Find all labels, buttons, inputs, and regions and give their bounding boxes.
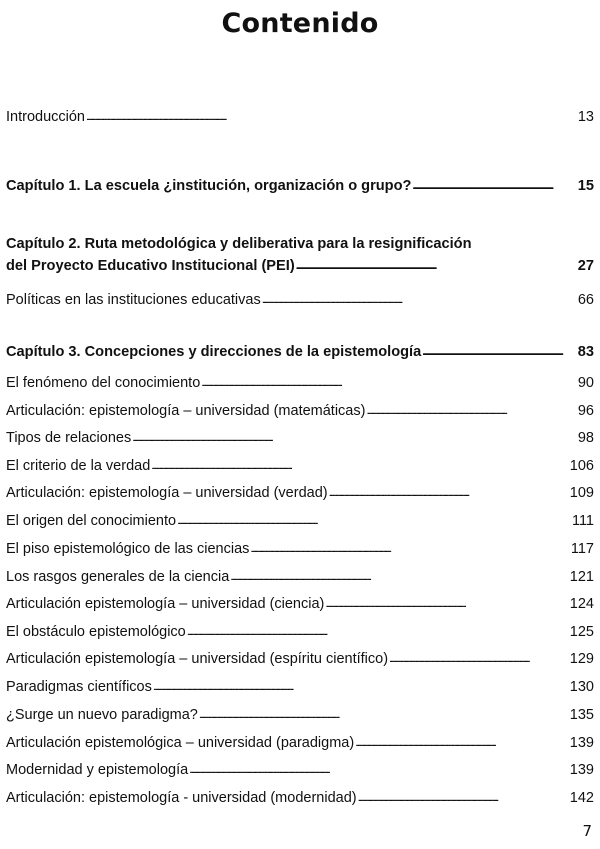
toc-entry [6, 732, 594, 754]
toc-entry-page: 130 [569, 679, 594, 695]
dot-leader [199, 703, 569, 726]
toc-entry-page: 66 [577, 292, 594, 308]
toc-entry-page: 106 [569, 458, 594, 474]
toc-entry [6, 482, 594, 504]
toc-entry [6, 455, 594, 477]
toc-entry [6, 400, 594, 422]
dot-leader [250, 537, 569, 560]
toc-entry-label: Introducción [6, 109, 85, 125]
toc-entry-label: Articulación: epistemología – universidad (matemáticas) [6, 403, 366, 419]
toc-entry-label: del Proyecto Educativo Institucional (PEI) [6, 258, 295, 274]
toc-entry-page: 124 [569, 596, 594, 612]
toc-entry [6, 787, 594, 809]
toc-entry-label: ¿Surge un nuevo paradigma? [6, 707, 198, 723]
dot-leader [358, 786, 569, 809]
toc-entry-politicas [6, 289, 594, 311]
dot-leader [355, 731, 569, 754]
dot-leader [296, 254, 577, 277]
toc-entry-capitulo-1 [6, 175, 594, 197]
dot-leader [389, 647, 569, 670]
dot-leader [366, 399, 576, 422]
toc-entry-page: 125 [569, 624, 594, 640]
toc-entry-page: 142 [569, 790, 594, 806]
toc-entry-page: 111 [571, 513, 594, 529]
toc-entry-label: El criterio de la verdad [6, 458, 151, 474]
dot-leader [201, 371, 577, 394]
toc-entry [6, 704, 594, 726]
dot-leader [151, 454, 569, 477]
toc-entry-label: Los rasgos generales de la ciencia [6, 569, 230, 585]
toc-entry-page: 83 [577, 344, 594, 360]
toc-entry-label: Tipos de relaciones [6, 430, 132, 446]
toc-entry-label: El piso epistemológico de las ciencias [6, 541, 250, 557]
toc-entry-page: 27 [577, 258, 594, 274]
toc-entry-page: 139 [569, 735, 594, 751]
toc-entry [6, 759, 594, 781]
toc-entry-introduccion [6, 106, 594, 128]
toc-entry [6, 621, 594, 643]
page-title: Contenido [221, 8, 379, 39]
toc-entry [6, 676, 594, 698]
toc-entry [6, 593, 594, 615]
toc-entry-page: 13 [577, 109, 594, 125]
dot-leader [177, 509, 571, 532]
toc-entry-label: Paradigmas científicos [6, 679, 152, 695]
dot-leader [325, 592, 568, 615]
dot-leader [153, 675, 569, 698]
toc-entry-capitulo-3 [6, 341, 594, 363]
toc-entry-label: Articulación epistemología – universidad (espíritu científico) [6, 651, 389, 667]
toc-entry-page: 96 [577, 403, 594, 419]
toc-entry [6, 538, 594, 560]
dot-leader [412, 174, 576, 197]
dot-leader [422, 340, 577, 363]
toc-entry-page: 109 [569, 485, 594, 501]
toc-entry-label: Capítulo 3. Concepciones y direcciones de la epistemología [6, 344, 422, 360]
dot-leader [329, 481, 569, 504]
dot-leader [262, 288, 577, 311]
toc-entry-page: 139 [569, 762, 594, 778]
toc-entry-label: El obstáculo epistemológico [6, 624, 186, 640]
toc-entry [6, 566, 594, 588]
toc-entry-label: Articulación epistemología – universidad (ciencia) [6, 596, 325, 612]
dot-leader [86, 105, 577, 128]
toc-entry [6, 510, 594, 532]
dot-leader [132, 426, 577, 449]
toc-entry-page: 117 [570, 541, 594, 557]
toc-entry [6, 648, 594, 670]
toc-entry-label: Articulación epistemológica – universidad (paradigma) [6, 735, 355, 751]
dot-leader [230, 565, 569, 588]
toc-entry-page: 121 [569, 569, 594, 585]
toc-entry-label: Articulación: epistemología – universidad (verdad) [6, 485, 328, 501]
toc-entry-page: 90 [577, 375, 594, 391]
toc-entry-label: Articulación: epistemología - universidad (modernidad) [6, 790, 357, 806]
toc-entry-label: El origen del conocimiento [6, 513, 177, 529]
toc-entry-page: 129 [569, 651, 594, 667]
toc-entry-capitulo-2 [6, 233, 594, 277]
toc-entry-label: Políticas en las instituciones educativas [6, 292, 261, 308]
toc-entry [6, 427, 594, 449]
toc-entry-page: 98 [577, 430, 594, 446]
toc-entry-page: 15 [577, 178, 594, 194]
toc-entry-label-line1: Capítulo 2. Ruta metodológica y deliberativa para la resignificación [6, 236, 472, 252]
dot-leader [187, 620, 569, 643]
page-number: 7 [582, 822, 592, 840]
toc-entry [6, 372, 594, 394]
toc-entry-label: Modernidad y epistemología [6, 762, 189, 778]
toc-entry-page: 135 [569, 707, 594, 723]
toc-entry-label: Capítulo 1. La escuela ¿institución, organización o grupo? [6, 178, 412, 194]
toc-entry-label: El fenómeno del conocimiento [6, 375, 201, 391]
dot-leader [189, 758, 569, 781]
